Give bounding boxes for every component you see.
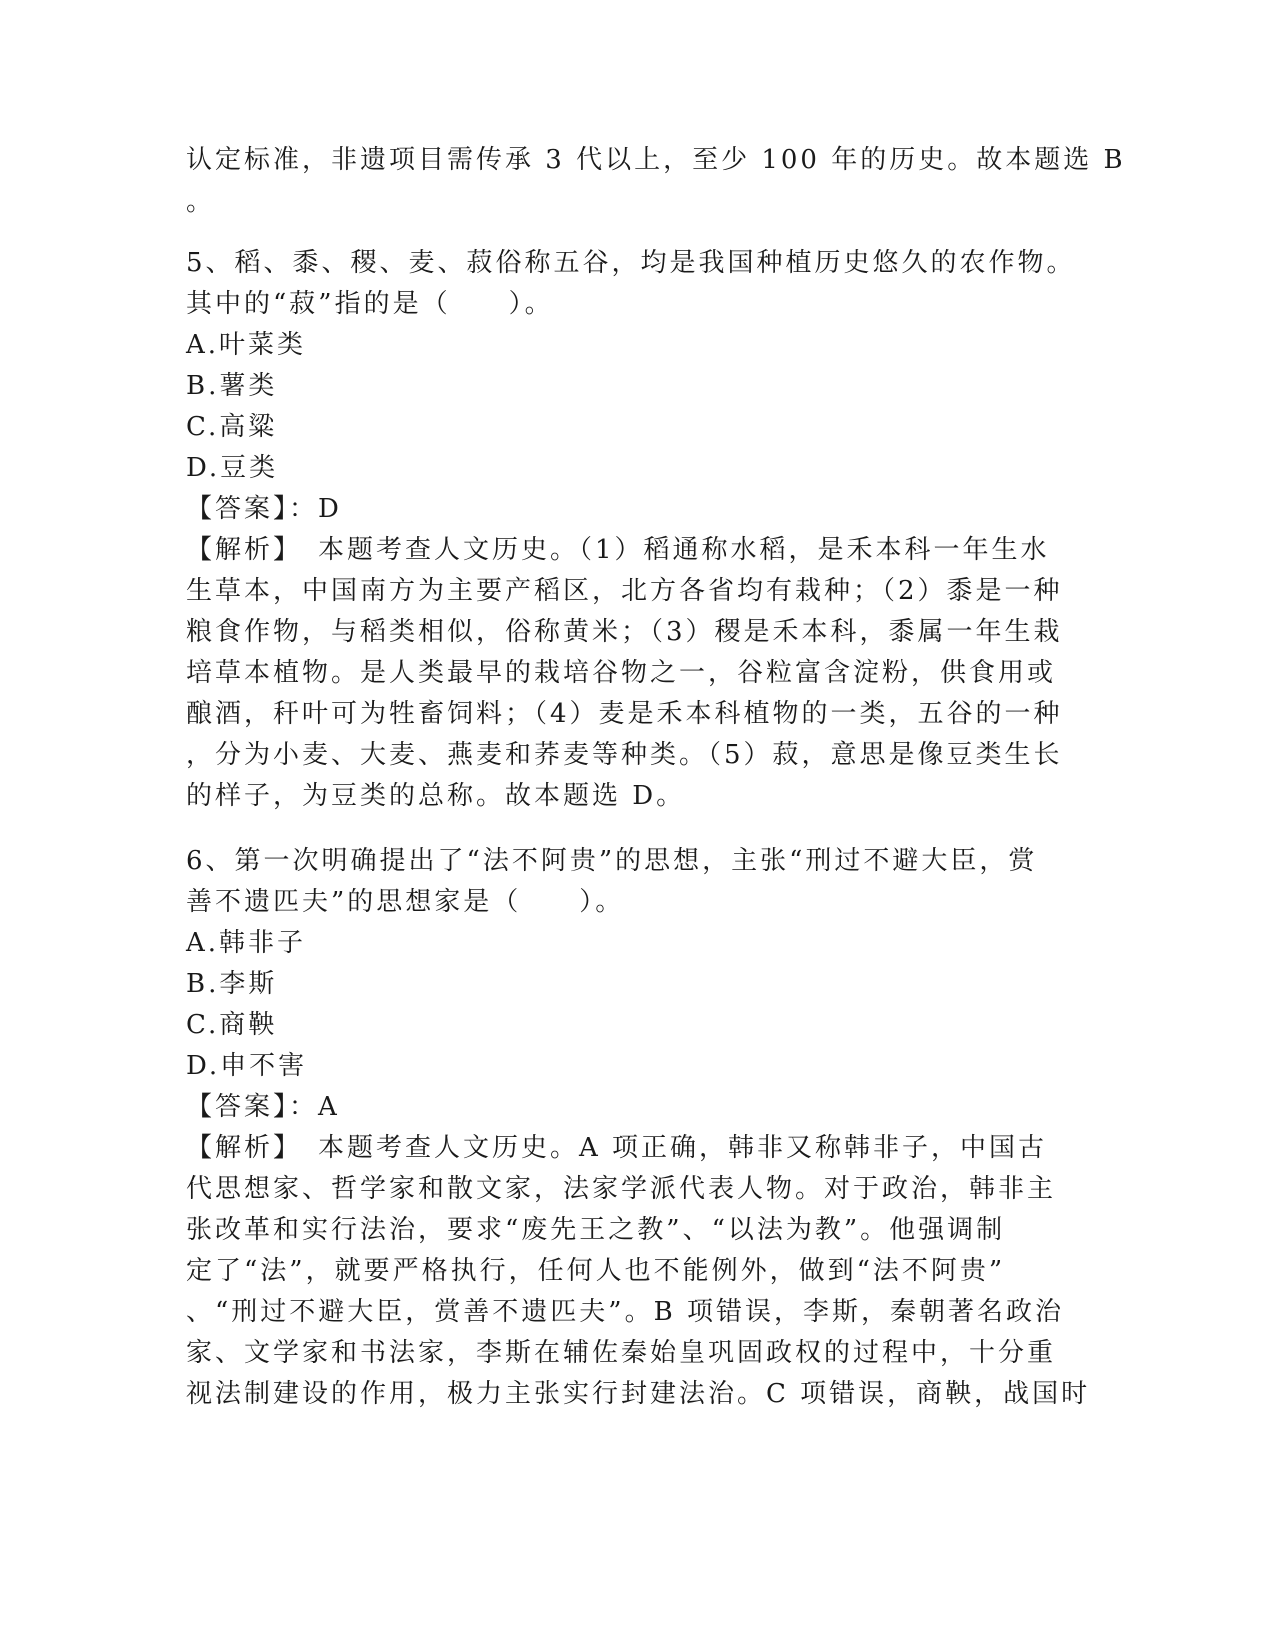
explanation-line: 家、文学家和书法家，李斯在辅佐秦始皇巩固政权的过程中，十分重 bbox=[186, 1338, 1057, 1368]
option-d: D.申不害 bbox=[186, 1051, 308, 1081]
question-stem-line: 5、稻、黍、稷、麦、菽俗称五谷，均是我国种植历史悠久的农作物。 bbox=[186, 248, 1076, 278]
question-stem-line: 6、第一次明确提出了“法不阿贵”的思想，主张“刑过不避大臣，赏 bbox=[186, 846, 1038, 876]
explanation-line: 定了“法”，就要严格执行，任何人也不能例外，做到“法不阿贵” bbox=[186, 1256, 1006, 1286]
explanation-line: ，分为小麦、大麦、燕麦和荞麦等种类。（5）菽，意思是像豆类生长 bbox=[186, 740, 1063, 770]
option-c: C.高粱 bbox=[186, 412, 278, 442]
option-a: A.韩非子 bbox=[186, 928, 307, 958]
explanation-line: 酿酒，秆叶可为牲畜饲料；（4）麦是禾本科植物的一类，五谷的一种 bbox=[186, 699, 1063, 729]
option-d: D.豆类 bbox=[186, 453, 279, 483]
option-c: C.商鞅 bbox=[186, 1010, 278, 1040]
explanation-line: 张改革和实行法治，要求“废先王之教”、“以法为教”。他强调制 bbox=[186, 1215, 1006, 1245]
explanation-line: 。 bbox=[186, 187, 216, 217]
answer-line: 【答案】：A bbox=[186, 1092, 340, 1122]
explanation-line: 【解析】 本题考查人文历史。（1）稻通称水稻，是禾本科一年生水 bbox=[186, 535, 1050, 565]
answer-line: 【答案】：D bbox=[186, 494, 342, 524]
explanation-line: 认定标准，非遗项目需传承 3 代以上，至少 100 年的历史。故本题选 B bbox=[186, 145, 1126, 175]
explanation-line: 的样子，为豆类的总称。故本题选 D。 bbox=[186, 781, 686, 811]
explanation-line: 、“刑过不避大臣，赏善不遗匹夫”。B 项错误，李斯，秦朝著名政治 bbox=[186, 1297, 1064, 1327]
explanation-line: 粮食作物，与稻类相似，俗称黄米；（3）稷是禾本科，黍属一年生栽 bbox=[186, 617, 1063, 647]
question-stem-line: 其中的“菽”指的是（ ）。 bbox=[186, 289, 554, 319]
option-b: B.薯类 bbox=[186, 371, 278, 401]
explanation-line: 视法制建设的作用，极力主张实行封建法治。C 项错误，商鞅，战国时 bbox=[186, 1379, 1091, 1409]
question-stem-line: 善不遗匹夫”的思想家是（ ）。 bbox=[186, 887, 625, 917]
explanation-line: 培草本植物。是人类最早的栽培谷物之一，谷粒富含淀粉，供食用或 bbox=[186, 658, 1057, 688]
option-a: A.叶菜类 bbox=[186, 330, 307, 360]
explanation-line: 生草本，中国南方为主要产稻区，北方各省均有栽种；（2）黍是一种 bbox=[186, 576, 1063, 606]
option-b: B.李斯 bbox=[186, 969, 278, 999]
explanation-line: 【解析】 本题考查人文历史。A 项正确，韩非又称韩非子，中国古 bbox=[186, 1133, 1048, 1163]
explanation-line: 代思想家、哲学家和散文家，法家学派代表人物。对于政治，韩非主 bbox=[186, 1174, 1057, 1204]
